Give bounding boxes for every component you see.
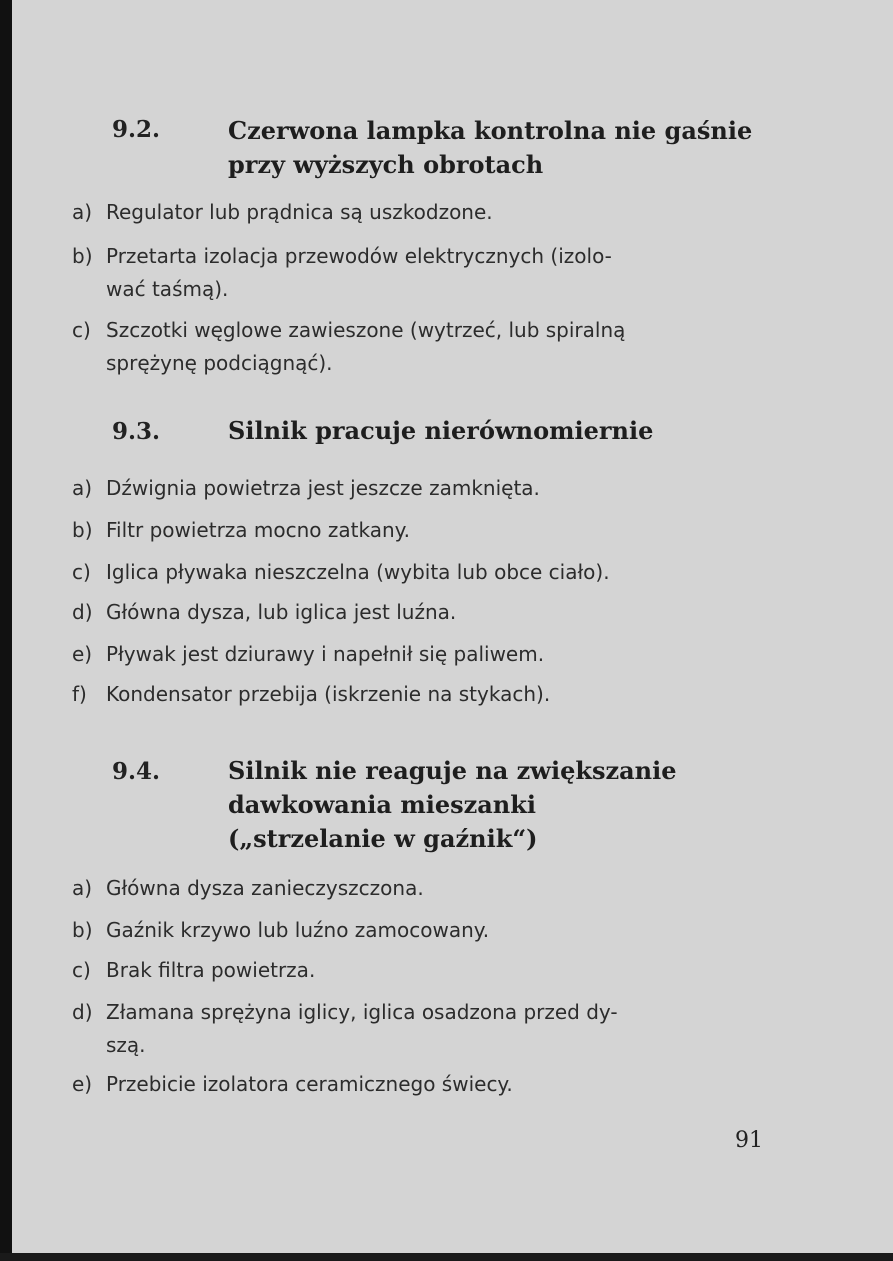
- item-letter: b): [72, 518, 93, 542]
- section-number: 9.3.: [112, 418, 161, 445]
- item-letter: a): [72, 200, 93, 224]
- section-title: [228, 754, 798, 856]
- title-line: Silnik pracuje nierównomiernie: [228, 416, 654, 445]
- item-letter: a): [72, 876, 93, 900]
- title-line: Silnik nie reaguje na zwiększanie: [228, 756, 677, 785]
- item-line: Przebicie izolatora ceramicznego świecy.: [106, 1072, 513, 1096]
- title-line: przy wyższych obrotach: [228, 150, 544, 179]
- item-letter: e): [72, 1072, 93, 1096]
- item-line: Dźwignia powietrza jest jeszcze zamknięta.: [106, 476, 540, 500]
- item-line: Kondensator przebija (iskrzenie na stykach).: [106, 682, 551, 706]
- item-letter: d): [72, 600, 93, 624]
- item-line: Przetarta izolacja przewodów elektrycznych (izolo-: [106, 244, 612, 268]
- scan-edge: [0, 0, 12, 1261]
- item-letter: b): [72, 244, 93, 268]
- item-line: Złamana sprężyna iglicy, iglica osadzona przed dy-: [106, 1000, 618, 1024]
- title-line: Czerwona lampka kontrolna nie gaśnie: [228, 116, 753, 145]
- item-letter: c): [72, 958, 91, 982]
- section-number: 9.4.: [112, 758, 161, 785]
- item-line: Główna dysza zanieczyszczona.: [106, 876, 424, 900]
- item-line: wać taśmą).: [106, 277, 229, 301]
- section-title: [228, 114, 798, 182]
- book-page: [12, 0, 893, 1261]
- item-line: sprężynę podciągnąć).: [106, 351, 333, 375]
- item-line: Główna dysza, lub iglica jest luźna.: [106, 600, 457, 624]
- title-line: („strzelanie w gaźnik“): [228, 824, 538, 853]
- item-letter: d): [72, 1000, 93, 1024]
- item-line: Iglica pływaka nieszczelna (wybita lub obce ciało).: [106, 560, 610, 584]
- item-line: Filtr powietrza mocno zatkany.: [106, 518, 410, 542]
- section-title: [228, 414, 798, 448]
- section-number: 9.2.: [112, 116, 161, 143]
- item-letter: b): [72, 918, 93, 942]
- title-line: dawkowania mieszanki: [228, 790, 536, 819]
- scan-bottom-edge: [0, 1253, 893, 1261]
- item-letter: f): [72, 682, 87, 706]
- item-line: Pływak jest dziurawy i napełnił się paliwem.: [106, 642, 545, 666]
- item-line: Gaźnik krzywo lub luźno zamocowany.: [106, 918, 490, 942]
- item-letter: c): [72, 560, 91, 584]
- item-letter: a): [72, 476, 93, 500]
- item-letter: c): [72, 318, 91, 342]
- item-line: Brak filtra powietrza.: [106, 958, 316, 982]
- item-letter: e): [72, 642, 93, 666]
- item-line: Szczotki węglowe zawieszone (wytrzeć, lub spiralną: [106, 318, 626, 342]
- item-line: szą.: [106, 1033, 146, 1057]
- page-number: 91: [735, 1128, 763, 1153]
- item-line: Regulator lub prądnica są uszkodzone.: [106, 200, 493, 224]
